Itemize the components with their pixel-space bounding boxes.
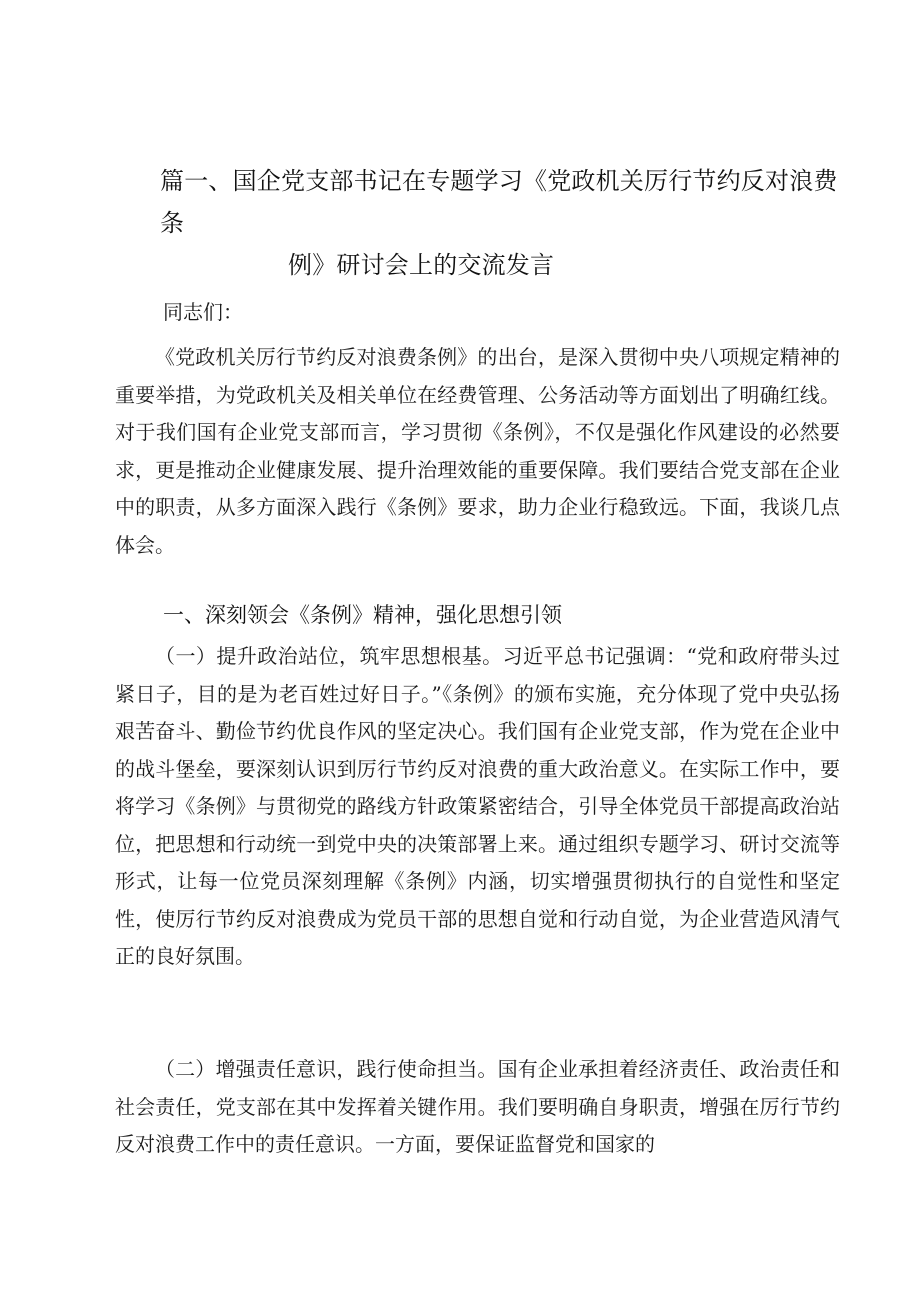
- subsection-2-paragraph: （二）增强责任意识，践行使命担当。国有企业承担着经济责任、政治责任和社会责任，党支部在其中发挥着关键作用。我们要明确自身职责，增强在厉行节约反对浪费工作中的责任意识。一方面，要保证监督党和国家的: [115, 1057, 840, 1156]
- title-line-1: 篇一、国企党支部书记在专题学习《党政机关厉行节约反对浪费条: [160, 167, 838, 237]
- subsection-1-paragraph: （一）提升政治站位，筑牢思想根基。习近平总书记强调：“党和政府带头过紧日子，目的是为老百姓过好日子。”《条例》的颁布实施，充分体现了党中央弘扬艰苦奋斗、勤俭节约优良作风的坚定决心。我们国有企业党支部，作为党在企业中的战斗堡垒，要深刻认识到厉行节约反对浪费的重大政治意义。在实际工作中，要将学习《条例》与贯彻党的路线方针政策紧密结合，引导全体党员干部提高政治站位，把思想和行动统一到党中央的决策部署上来。通过组织专题学习、研讨交流等形式，让每一位党员深刻理解《条例》内涵，切实增强贯彻执行的自觉性和坚定性，使厉行节约反对浪费成为党员干部的思想自觉和行动自觉，为企业营造风清气正的良好氛围。: [115, 644, 840, 968]
- document-title: [160, 160, 850, 286]
- title-line-2: 例》研讨会上的交流发言: [288, 251, 555, 279]
- section-heading: 一、深刻领会《条例》精神，强化思想引领: [163, 603, 562, 627]
- opening-paragraph: 《党政机关厉行节约反对浪费条例》的出台，是深入贯彻中央八项规定精神的重要举措，为党政机关及相关单位在经费管理、公务活动等方面划出了明确红线。对于我们国有企业党支部而言，学习贯彻《条例》，不仅是强化作风建设的必然要求，更是推动企业健康发展、提升治理效能的重要保障。我们要结合党支部在企业中的职责，从多方面深入践行《条例》要求，助力企业行稳致远。下面，我谈几点体会。: [115, 345, 840, 557]
- greeting: 同志们：: [163, 300, 243, 324]
